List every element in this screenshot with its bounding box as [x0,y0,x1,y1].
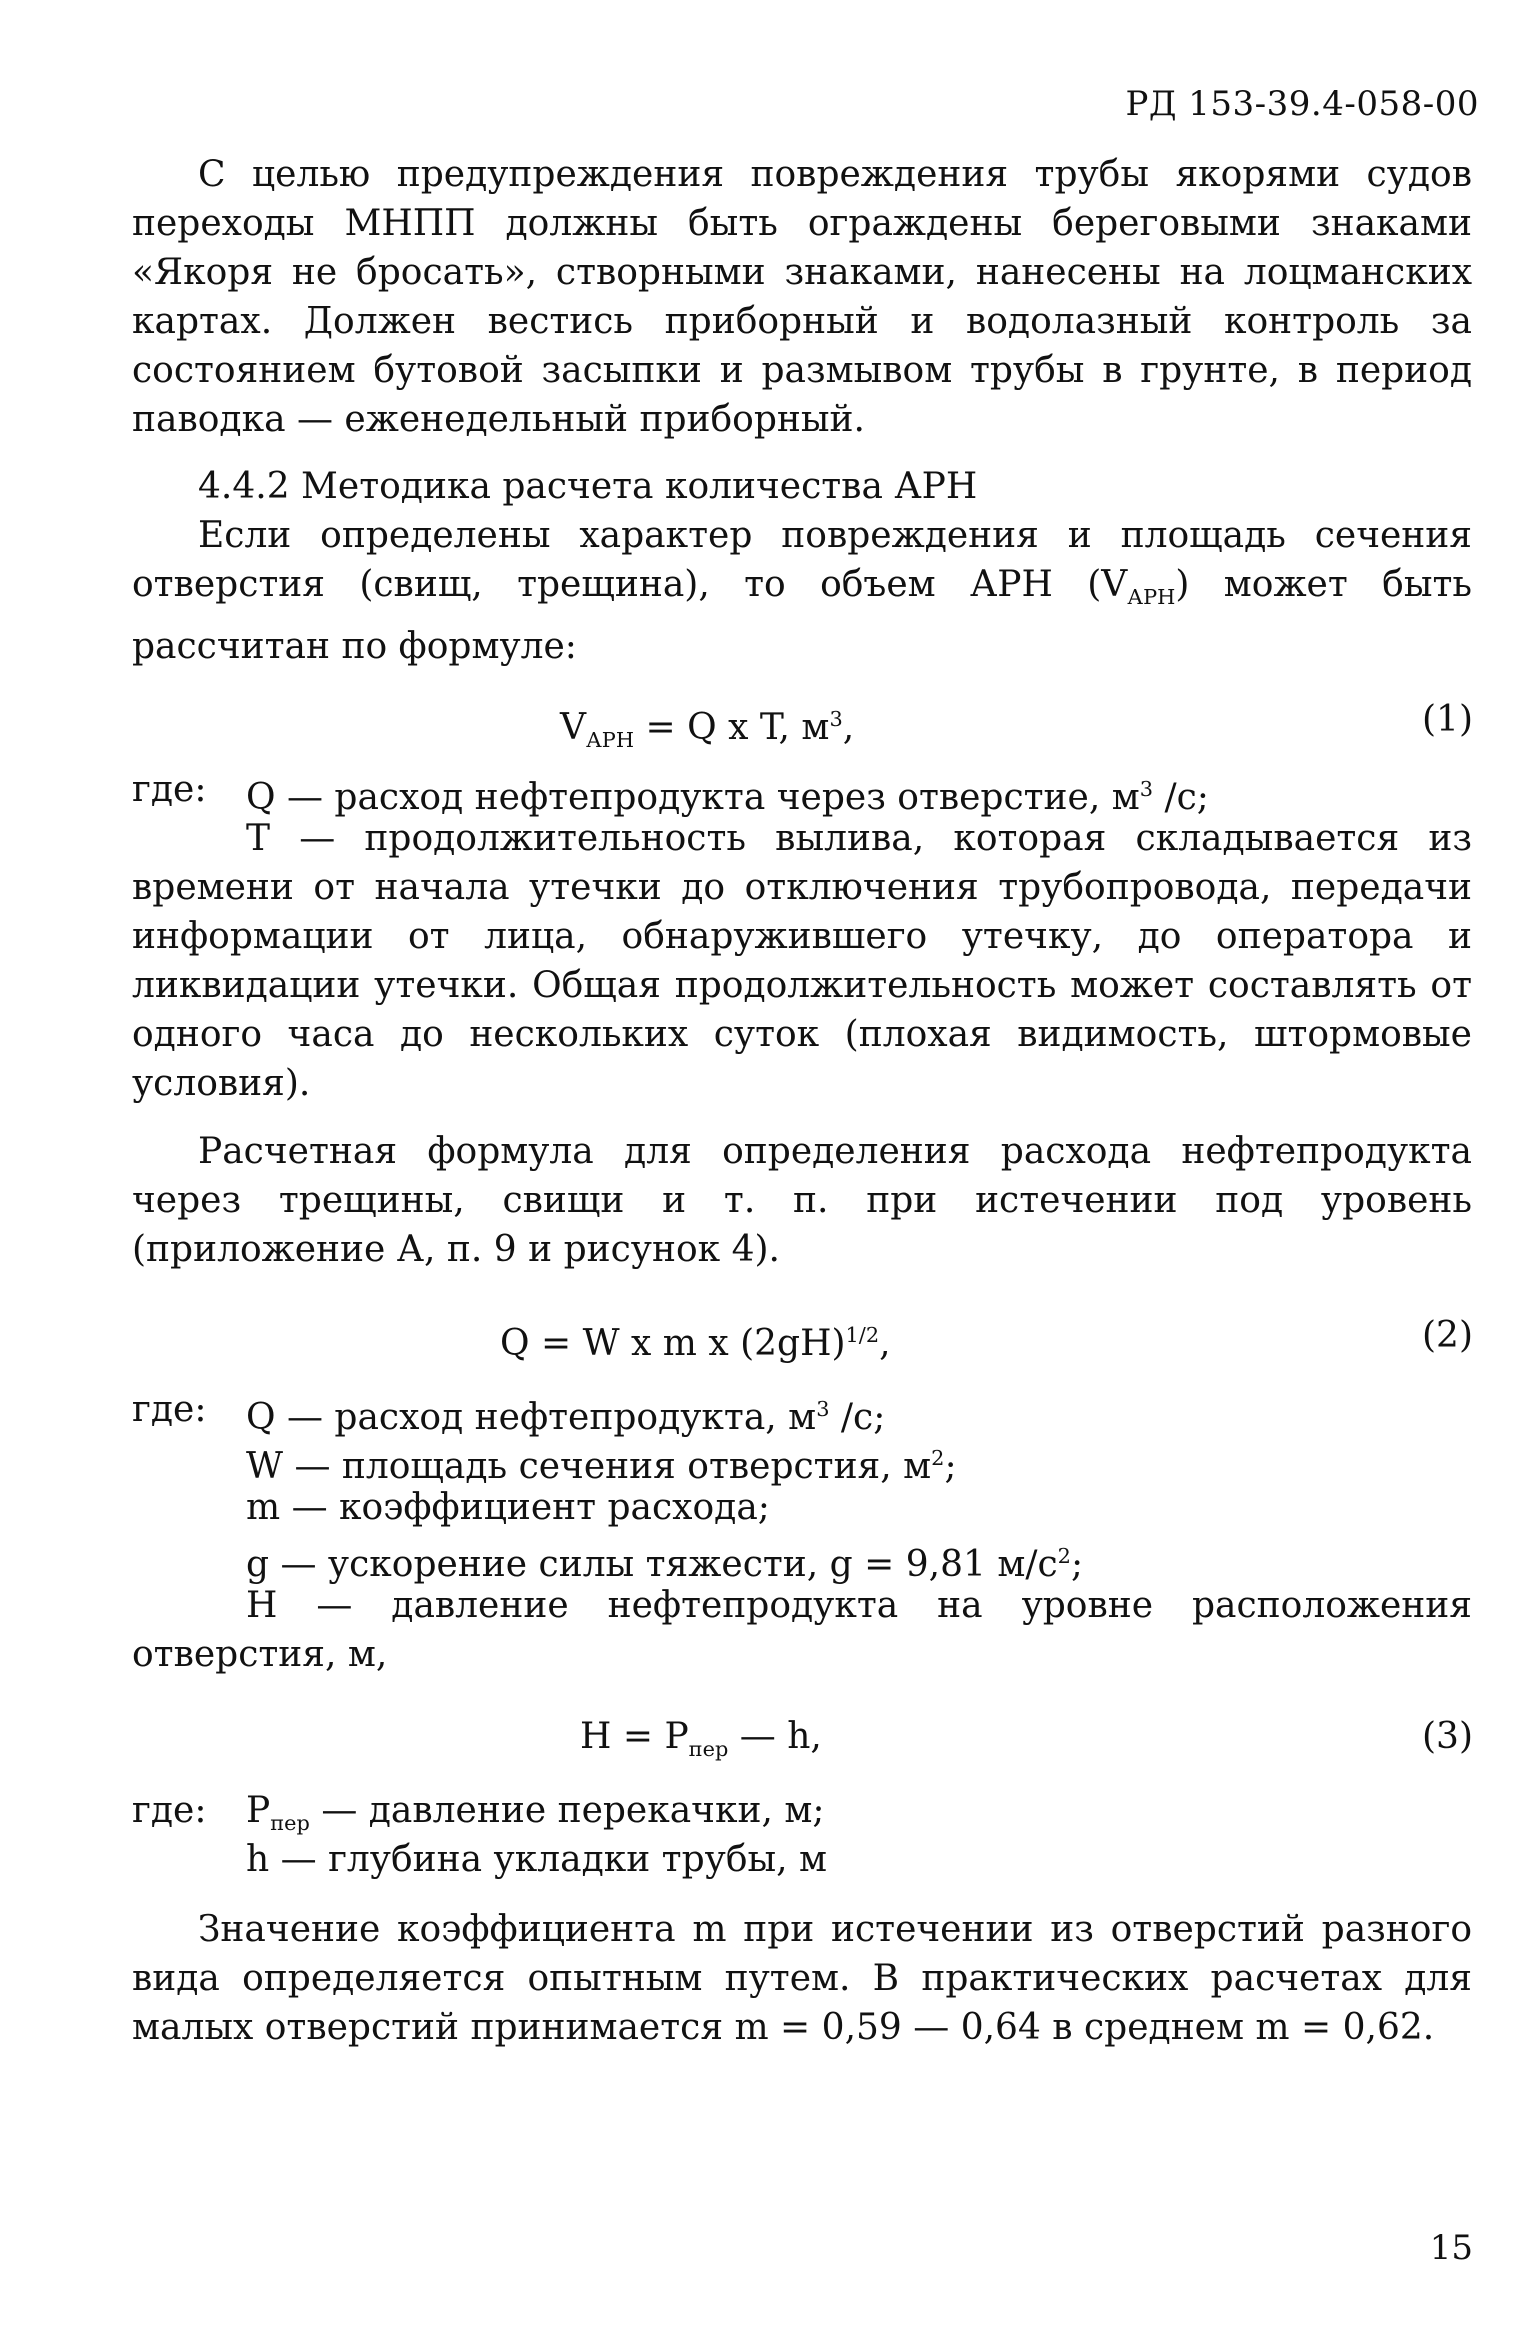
equation-number-1: (1) [1422,699,1473,740]
formula-3-sub: пер [688,1737,729,1762]
where-label-3: где: [132,1790,207,1831]
section-title: 4.4.2 Методика расчета количества АРН [198,466,978,507]
definition-w-a: W — площадь сечения отверстия, м [246,1446,932,1487]
formula-1-sup: 3 [829,707,843,731]
document-code-header: РД 153-39.4-058-00 [1125,84,1479,124]
definition-q-flow-a: Q — расход нефтепродукта через отверстие, м [246,777,1140,818]
definition-g-sup: 2 [1057,1544,1071,1568]
equation-number-3: (3) [1422,1716,1473,1757]
paragraph-anchor-protection: С целью предупреждения повреждения трубы якорями судов переходы МНПП должны быть ограждены береговыми знаками «Якоря не бросать», створными знаками, нанесены на лоцманских картах. Должен вестись приборный и водолазный контроль за состоянием бутовой засыпки и размывом трубы в грунте, в период паводка — еженедельный приборный. [132,154,1472,440]
page-number: 15 [1429,2228,1473,2268]
definition-q-flow-sup: 3 [1139,777,1154,801]
paragraph-volume-intro-b: ) может быть рассчитан по формуле: [132,564,1472,668]
formula-3 [580,1712,822,1774]
formula-2-sup: 1/2 [845,1323,880,1347]
formula-1-v: V [560,707,586,748]
definition-m: m — коэффициент расхода; [246,1487,770,1528]
paragraph-coefficient: Значение коэффициента m при истечении из отверстий разного вида определяется опытным путем. В практических расчетах для малых отверстий принимается m = 0,59 — 0,64 в среднем m = 0,62. [132,1909,1472,2048]
definition-p-a: P [246,1790,271,1831]
where-label-2: где: [132,1389,207,1430]
formula-1 [560,695,854,765]
definition-p-b: — давление перекачки, м; [309,1790,825,1831]
equation-number-2: (2) [1422,1315,1473,1356]
definition-g-a: g — ускорение силы тяжести, g = 9,81 м/с [246,1544,1058,1585]
definition-q-sup: 3 [816,1397,830,1421]
subscript-arn: АРН [1127,585,1176,610]
paragraph-formula-intro: Расчетная формула для определения расхода нефтепродукта через трещины, свищи и т. п. при истечении под уровень (приложение А, п. 9 и рисунок 4). [132,1131,1472,1270]
definition-g-b: ; [1070,1544,1084,1585]
definition-q-flow-b: /с; [1153,777,1209,818]
formula-1-rest: = Q x T, м [634,707,830,748]
formula-1-end: , [842,707,855,748]
definition-h-pressure: H — давление нефтепродукта на уровне расположения отверстия, м, [132,1585,1472,1675]
definition-h-depth: h — глубина укладки трубы, м [246,1839,828,1880]
formula-2-end: , [879,1323,891,1364]
formula-3-b: — h, [728,1716,822,1757]
where-label-1: где: [132,769,207,810]
formula-1-sub: АРН [586,728,635,753]
definition-t-duration: T — продолжительность вылива, которая складывается из времени от начала утечки до отключения трубопровода, передачи информации от лица, обнаружившего утечку, до оператора и ликвидации утечки. Общая продолжительность может составлять от одного часа до нескольких суток (плохая видимость, штормовые условия). [132,818,1472,1104]
paragraph-volume-intro [132,511,1472,671]
definition-q-a: Q — расход нефтепродукта, м [246,1397,817,1438]
definition-q-b: /с; [829,1397,886,1438]
formula-2-a: Q = W x m x (2gH) [500,1323,846,1364]
definition-w-b: ; [944,1446,957,1487]
formula-2 [500,1311,891,1368]
definition-p-sub: пер [270,1811,310,1836]
definition-w-sup: 2 [931,1446,945,1470]
paragraph-volume-intro-a: Если определены характер повреждения и площадь сечения отверстия (свищ, трещина), то объем АРН (V [132,515,1472,605]
formula-3-a: H = P [580,1716,689,1757]
